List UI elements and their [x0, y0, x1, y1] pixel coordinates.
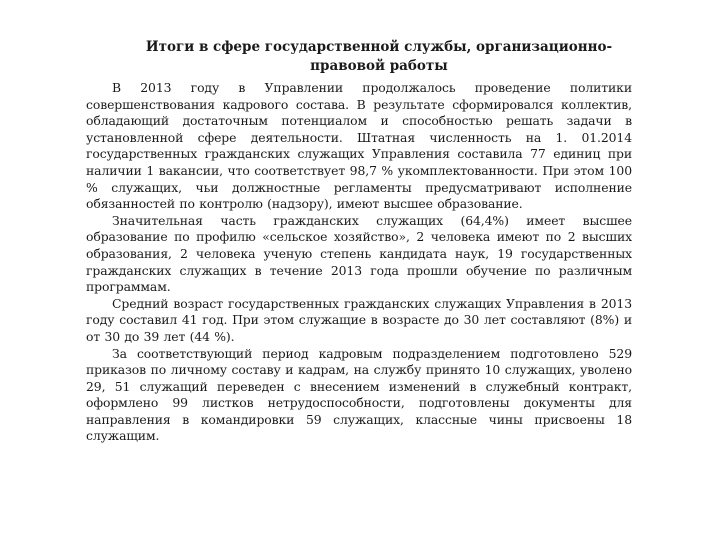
- paragraph-education: Значительная часть гражданских служащих (64,4%) имеет высшее образование по профилю «сельское хозяйство», 2 человека имеют по 2 высших образования, 2 человека ученую степень кандидата наук, 19 государственных гражданских служащих в течение 2013 года прошли обучение по различным программам.: [86, 212, 632, 295]
- paragraph-staffing: В 2013 году в Управлении продолжалось проведение политики совершенствования кадрового состава. В результате сформировался коллектив, обладающий достаточным потенциалом и способностью решать задачи в установленной сфере деятельности. Штатная численность на 1. 01.2014 государственных гражданских служащих Управления составила 77 единиц при наличии 1 вакансии, что соответствует 98,7 % укомплектованности. При этом 100 % служащих, чьи должностные регламенты предусматривают исполнение обязанностей по контролю (надзору), имеют высшее образование.: [86, 80, 632, 212]
- paragraph-age: Средний возраст государственных гражданских служащих Управления в 2013 году составил 41 год. При этом служащие в возрасте до 30 лет составляют (8%) и от 30 до 39 лет (44 %).: [86, 295, 632, 344]
- document-page: [86, 38, 632, 445]
- document-title: Итоги в сфере государственной службы, организационно-правовой работы: [145, 39, 613, 74]
- paragraph-hr-activity: За соответствующий период кадровым подразделением подготовлено 529 приказов по личному составу и кадрам, на службу принято 10 служащих, уволено 29, 51 служащий переведен с внесением изменений в служебный контракт, оформлено 99 листков нетрудоспособности, подготовлены документы для направления в командировки 59 служащих, классные чины присвоены 18 служащим.: [86, 345, 632, 444]
